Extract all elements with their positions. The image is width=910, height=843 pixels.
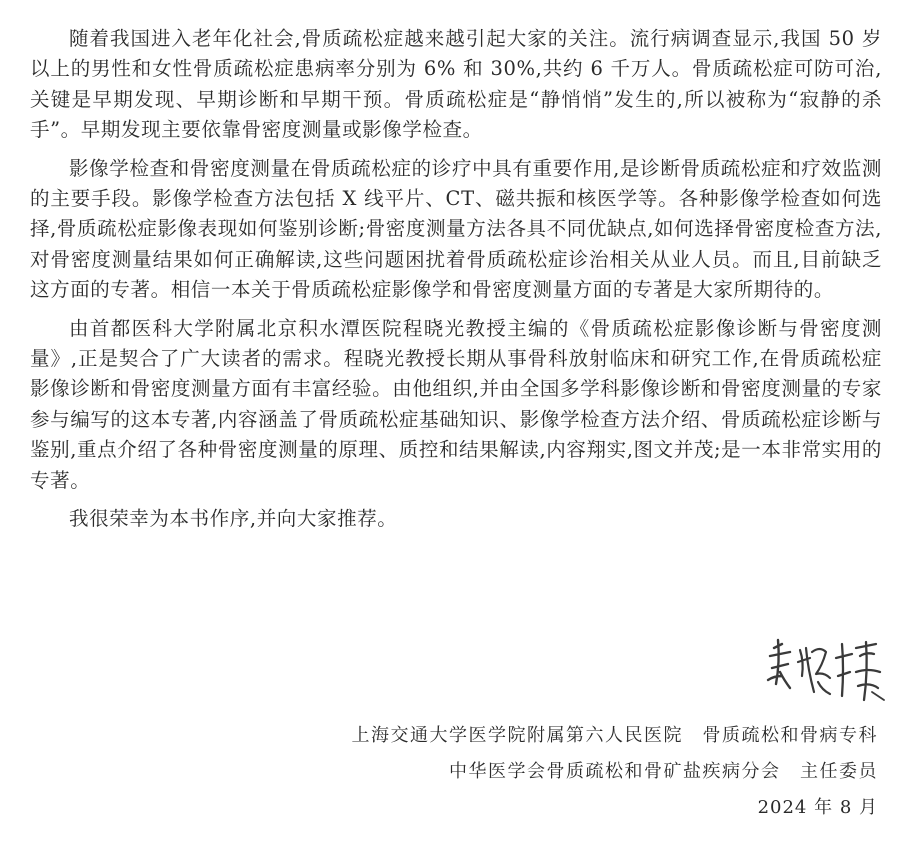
signoff-block <box>352 718 879 826</box>
paragraph-3: 由首都医科大学附属北京积水潭医院程晓光教授主编的《骨质疏松症影像诊断与骨密度测量》,正是契合了广大读者的需求。程晓光教授长期从事骨科放射临床和研究工作,在骨质疏松症影像诊断和骨密度测量方面有丰富经验。由他组织,并由全国多学科影像诊断和骨密度测量的专家参与编写的这本专著,内容涵盖了骨质疏松症基础知识、影像学检查方法介绍、骨质疏松症诊断与鉴别,重点介绍了各种骨密度测量的原理、质控和结果解读,内容翔实,图文并茂;是一本非常实用的专著。 <box>30 316 882 492</box>
author-title: 中华医学会骨质疏松和骨矿盐疾病分会 主任委员 <box>449 761 878 782</box>
paragraph-2: 影像学检查和骨密度测量在骨质疏松症的诊疗中具有重要作用,是诊断骨质疏松症和疗效监测的主要手段。影像学检查方法包括 X 线平片、CT、磁共振和核医学等。各种影像学检查如何选择,骨质疏松症影像表现如何鉴别诊断;骨密度测量方法各具不同优缺点,如何选择骨密度检查方法,对骨密度测量结果如何正确解读,这些问题困扰着骨质疏松症诊治相关从业人员。而且,目前缺乏这方面的专著。相信一本关于骨质疏松症影像学和骨密度测量方面的专著是大家所期待的。 <box>30 156 882 302</box>
paragraph-1: 随着我国进入老年化社会,骨质疏松症越来越引起大家的关注。流行病调查显示,我国 50 岁以上的男性和女性骨质疏松症患病率分别为 6% 和 30%,共约 6 千万人。骨质疏松症可防可治,关键是早期发现、早期诊断和早期干预。骨质疏松症是“静悄悄”发生的,所以被称为“寂静的杀手”。早期发现主要依靠骨密度测量或影像学检查。 <box>30 27 882 142</box>
signature-image <box>760 622 890 712</box>
paragraph-4: 我很荣幸为本书作序,并向大家推荐。 <box>69 507 398 531</box>
preface-date: 2024 年 8 月 <box>757 797 878 818</box>
handwritten-signature <box>760 622 890 712</box>
author-affiliation: 上海交通大学医学院附属第六人民医院 骨质疏松和骨病专科 <box>351 725 878 746</box>
preface-body <box>30 24 882 535</box>
